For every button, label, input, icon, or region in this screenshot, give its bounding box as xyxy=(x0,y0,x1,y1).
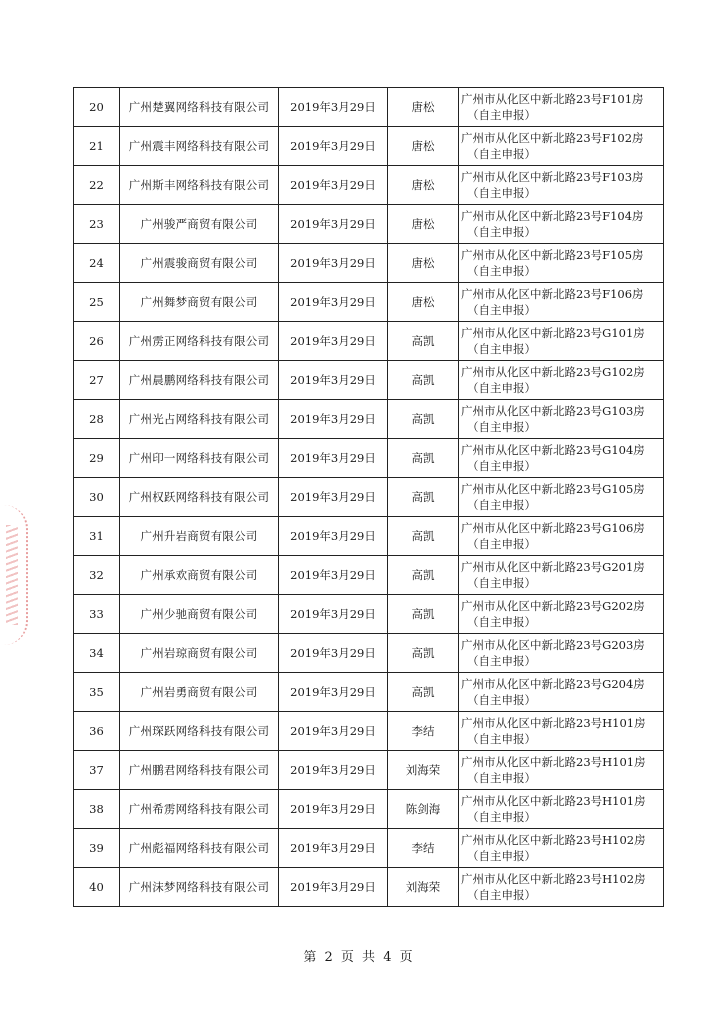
table-row xyxy=(74,88,664,127)
table-row xyxy=(74,205,664,244)
address-cell xyxy=(459,517,664,556)
table-row xyxy=(74,751,664,790)
row-number-cell: 23 xyxy=(74,205,120,244)
row-number-cell: 26 xyxy=(74,322,120,361)
row-number-cell: 33 xyxy=(74,595,120,634)
address-note: （自主申报） xyxy=(467,420,536,434)
address-cell xyxy=(459,868,664,907)
address-text: 广州市从化区中新北路23号F104房 xyxy=(461,209,644,223)
contact-person-cell: 高凯 xyxy=(388,439,459,478)
address-note: （自主申报） xyxy=(467,849,536,863)
row-number-cell: 22 xyxy=(74,166,120,205)
address-cell xyxy=(459,439,664,478)
row-number-cell: 31 xyxy=(74,517,120,556)
address-cell xyxy=(459,283,664,322)
address-text: 广州市从化区中新北路23号H101房 xyxy=(461,794,646,808)
company-name-cell: 广州鹏君网络科技有限公司 xyxy=(120,751,279,790)
address-cell xyxy=(459,556,664,595)
address-cell xyxy=(459,88,664,127)
contact-person-cell: 高凯 xyxy=(388,673,459,712)
address-text: 广州市从化区中新北路23号G203房 xyxy=(461,638,645,652)
registration-date-cell: 2019年3月29日 xyxy=(279,478,388,517)
address-note: （自主申报） xyxy=(467,693,536,707)
company-name-cell: 广州震丰网络科技有限公司 xyxy=(120,127,279,166)
row-number-cell: 21 xyxy=(74,127,120,166)
company-name-cell: 广州承欢商贸有限公司 xyxy=(120,556,279,595)
registration-date-cell: 2019年3月29日 xyxy=(279,634,388,673)
address-cell xyxy=(459,244,664,283)
company-name-cell: 广州权跃网络科技有限公司 xyxy=(120,478,279,517)
row-number-cell: 20 xyxy=(74,88,120,127)
row-number-cell: 38 xyxy=(74,790,120,829)
company-name-cell: 广州岩琼商贸有限公司 xyxy=(120,634,279,673)
contact-person-cell: 唐松 xyxy=(388,244,459,283)
contact-person-cell: 陈剑海 xyxy=(388,790,459,829)
registration-date-cell: 2019年3月29日 xyxy=(279,673,388,712)
registration-date-cell: 2019年3月29日 xyxy=(279,595,388,634)
row-number-cell: 24 xyxy=(74,244,120,283)
registration-date-cell: 2019年3月29日 xyxy=(279,244,388,283)
address-cell xyxy=(459,400,664,439)
address-note: （自主申报） xyxy=(467,615,536,629)
address-note: （自主申报） xyxy=(467,732,536,746)
contact-person-cell: 刘海荣 xyxy=(388,751,459,790)
company-name-cell: 广州骏严商贸有限公司 xyxy=(120,205,279,244)
table-row xyxy=(74,322,664,361)
table-row xyxy=(74,166,664,205)
address-note: （自主申报） xyxy=(467,264,536,278)
address-cell xyxy=(459,127,664,166)
company-name-cell: 广州希雳网络科技有限公司 xyxy=(120,790,279,829)
row-number-cell: 27 xyxy=(74,361,120,400)
table-row xyxy=(74,829,664,868)
address-note: （自主申报） xyxy=(467,342,536,356)
table-row xyxy=(74,127,664,166)
company-name-cell: 广州印一网络科技有限公司 xyxy=(120,439,279,478)
table-row xyxy=(74,673,664,712)
company-name-cell: 广州舞梦商贸有限公司 xyxy=(120,283,279,322)
address-cell xyxy=(459,166,664,205)
address-cell xyxy=(459,478,664,517)
row-number-cell: 39 xyxy=(74,829,120,868)
contact-person-cell: 刘海荣 xyxy=(388,868,459,907)
address-cell xyxy=(459,205,664,244)
contact-person-cell: 李结 xyxy=(388,829,459,868)
contact-person-cell: 唐松 xyxy=(388,166,459,205)
company-name-cell: 广州岩勇商贸有限公司 xyxy=(120,673,279,712)
registration-date-cell: 2019年3月29日 xyxy=(279,88,388,127)
table-row xyxy=(74,283,664,322)
registration-date-cell: 2019年3月29日 xyxy=(279,283,388,322)
address-text: 广州市从化区中新北路23号F102房 xyxy=(461,131,644,145)
address-text: 广州市从化区中新北路23号G105房 xyxy=(461,482,645,496)
address-text: 广州市从化区中新北路23号G101房 xyxy=(461,326,645,340)
address-note: （自主申报） xyxy=(467,186,536,200)
address-cell xyxy=(459,829,664,868)
registration-date-cell: 2019年3月29日 xyxy=(279,829,388,868)
table-row xyxy=(74,595,664,634)
table-row xyxy=(74,712,664,751)
address-note: （自主申报） xyxy=(467,576,536,590)
address-cell xyxy=(459,790,664,829)
address-note: （自主申报） xyxy=(467,654,536,668)
table-body xyxy=(74,88,664,907)
address-text: 广州市从化区中新北路23号G103房 xyxy=(461,404,645,418)
registration-table xyxy=(73,87,664,907)
address-note: （自主申报） xyxy=(467,888,536,902)
address-note: （自主申报） xyxy=(467,303,536,317)
company-name-cell: 广州升岩商贸有限公司 xyxy=(120,517,279,556)
row-number-cell: 32 xyxy=(74,556,120,595)
company-name-cell: 广州琛跃网络科技有限公司 xyxy=(120,712,279,751)
registration-date-cell: 2019年3月29日 xyxy=(279,400,388,439)
company-name-cell: 广州楚翼网络科技有限公司 xyxy=(120,88,279,127)
address-cell xyxy=(459,673,664,712)
registration-date-cell: 2019年3月29日 xyxy=(279,790,388,829)
contact-person-cell: 高凯 xyxy=(388,361,459,400)
contact-person-cell: 唐松 xyxy=(388,127,459,166)
table-row xyxy=(74,439,664,478)
company-name-cell: 广州震骏商贸有限公司 xyxy=(120,244,279,283)
address-text: 广州市从化区中新北路23号H102房 xyxy=(461,833,646,847)
row-number-cell: 40 xyxy=(74,868,120,907)
address-cell xyxy=(459,634,664,673)
address-note: （自主申报） xyxy=(467,459,536,473)
address-note: （自主申报） xyxy=(467,771,536,785)
company-name-cell: 广州雳正网络科技有限公司 xyxy=(120,322,279,361)
address-text: 广州市从化区中新北路23号G202房 xyxy=(461,599,645,613)
address-text: 广州市从化区中新北路23号H101房 xyxy=(461,755,646,769)
contact-person-cell: 李结 xyxy=(388,712,459,751)
registration-date-cell: 2019年3月29日 xyxy=(279,712,388,751)
address-text: 广州市从化区中新北路23号H102房 xyxy=(461,872,646,886)
address-note: （自主申报） xyxy=(467,810,536,824)
table-row xyxy=(74,790,664,829)
page-number: 第 2 页 共 4 页 xyxy=(303,950,415,965)
registration-date-cell: 2019年3月29日 xyxy=(279,361,388,400)
company-name-cell: 广州光占网络科技有限公司 xyxy=(120,400,279,439)
company-name-cell: 广州少驰商贸有限公司 xyxy=(120,595,279,634)
row-number-cell: 29 xyxy=(74,439,120,478)
registration-date-cell: 2019年3月29日 xyxy=(279,439,388,478)
table-row xyxy=(74,634,664,673)
address-note: （自主申报） xyxy=(467,381,536,395)
seal-stamp-fragment xyxy=(4,505,28,645)
address-text: 广州市从化区中新北路23号G104房 xyxy=(461,443,645,457)
contact-person-cell: 高凯 xyxy=(388,478,459,517)
row-number-cell: 28 xyxy=(74,400,120,439)
registration-date-cell: 2019年3月29日 xyxy=(279,556,388,595)
address-note: （自主申报） xyxy=(467,537,536,551)
address-cell xyxy=(459,361,664,400)
contact-person-cell: 唐松 xyxy=(388,283,459,322)
registration-date-cell: 2019年3月29日 xyxy=(279,868,388,907)
company-name-cell: 广州斯丰网络科技有限公司 xyxy=(120,166,279,205)
address-text: 广州市从化区中新北路23号F103房 xyxy=(461,170,644,184)
address-text: 广州市从化区中新北路23号H101房 xyxy=(461,716,646,730)
address-cell xyxy=(459,751,664,790)
row-number-cell: 36 xyxy=(74,712,120,751)
contact-person-cell: 高凯 xyxy=(388,517,459,556)
registration-date-cell: 2019年3月29日 xyxy=(279,751,388,790)
table-row xyxy=(74,400,664,439)
address-note: （自主申报） xyxy=(467,498,536,512)
address-text: 广州市从化区中新北路23号F101房 xyxy=(461,92,644,106)
address-text: 广州市从化区中新北路23号F106房 xyxy=(461,287,644,301)
contact-person-cell: 唐松 xyxy=(388,88,459,127)
row-number-cell: 35 xyxy=(74,673,120,712)
address-cell xyxy=(459,595,664,634)
table-row xyxy=(74,556,664,595)
company-name-cell: 广州晨鹏网络科技有限公司 xyxy=(120,361,279,400)
address-cell xyxy=(459,322,664,361)
address-text: 广州市从化区中新北路23号G102房 xyxy=(461,365,645,379)
table-row xyxy=(74,478,664,517)
table-row xyxy=(74,361,664,400)
contact-person-cell: 唐松 xyxy=(388,205,459,244)
row-number-cell: 25 xyxy=(74,283,120,322)
registration-date-cell: 2019年3月29日 xyxy=(279,205,388,244)
table-row xyxy=(74,868,664,907)
registration-date-cell: 2019年3月29日 xyxy=(279,166,388,205)
table-row xyxy=(74,517,664,556)
row-number-cell: 37 xyxy=(74,751,120,790)
registration-date-cell: 2019年3月29日 xyxy=(279,517,388,556)
address-note: （自主申报） xyxy=(467,147,536,161)
registration-date-cell: 2019年3月29日 xyxy=(279,322,388,361)
row-number-cell: 30 xyxy=(74,478,120,517)
contact-person-cell: 高凯 xyxy=(388,634,459,673)
address-text: 广州市从化区中新北路23号F105房 xyxy=(461,248,644,262)
row-number-cell: 34 xyxy=(74,634,120,673)
company-name-cell: 广州沫梦网络科技有限公司 xyxy=(120,868,279,907)
address-note: （自主申报） xyxy=(467,108,536,122)
address-cell xyxy=(459,712,664,751)
contact-person-cell: 高凯 xyxy=(388,322,459,361)
table-row xyxy=(74,244,664,283)
address-text: 广州市从化区中新北路23号G201房 xyxy=(461,560,645,574)
contact-person-cell: 高凯 xyxy=(388,556,459,595)
contact-person-cell: 高凯 xyxy=(388,595,459,634)
company-name-cell: 广州彪福网络科技有限公司 xyxy=(120,829,279,868)
address-text: 广州市从化区中新北路23号G204房 xyxy=(461,677,645,691)
address-note: （自主申报） xyxy=(467,225,536,239)
registration-date-cell: 2019年3月29日 xyxy=(279,127,388,166)
address-text: 广州市从化区中新北路23号G106房 xyxy=(461,521,645,535)
contact-person-cell: 高凯 xyxy=(388,400,459,439)
